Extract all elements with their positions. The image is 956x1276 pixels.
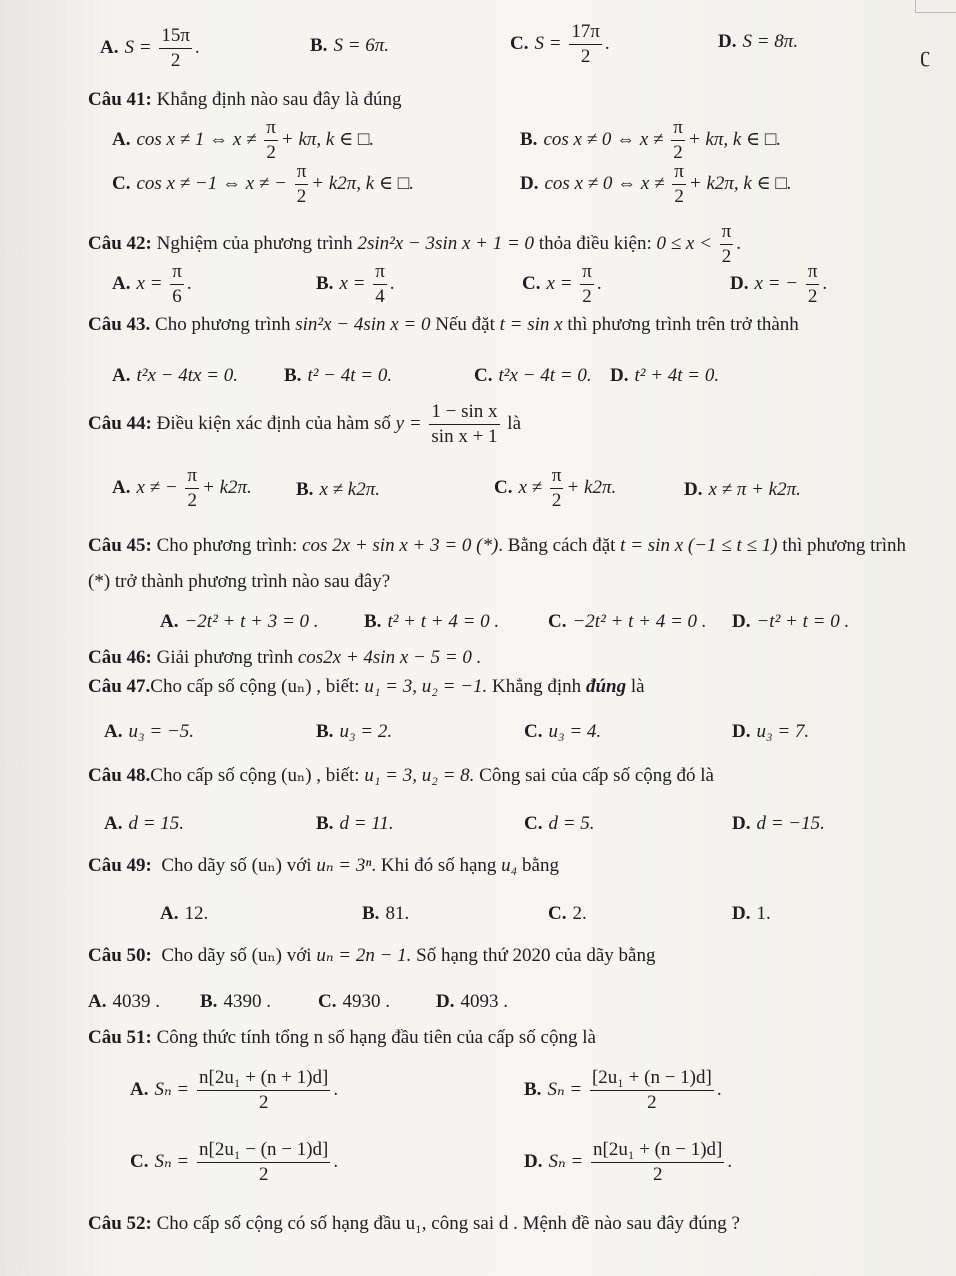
header-option-b: B. S = 6π. bbox=[310, 35, 390, 56]
q47-option-b: B. u₃ = 2. bbox=[316, 721, 393, 742]
header-option-c: C. S = $\frac{17\pi}{2}$ . bbox=[510, 21, 610, 67]
q44-option-c: C. x ≠ $\frac{\pi}{2}$ + k2π. bbox=[494, 465, 617, 511]
header-option-a: A. S = $\frac{15\pi}{2}$ . bbox=[100, 25, 200, 71]
q42-option-b: B. x = $\frac{\pi}{4}$ . bbox=[316, 261, 395, 307]
question-41-stem: Câu 41: Khẳng định nào sau đây là đúng bbox=[88, 89, 402, 110]
fraction: $\frac{\pi}{2}$ bbox=[266, 117, 276, 163]
question-45-line2: (*) trở thành phương trình nào sau đây? bbox=[88, 571, 391, 592]
q43-option-d: D. t² + 4t = 0. bbox=[610, 365, 720, 386]
q48-option-b: B. d = 11. bbox=[316, 813, 394, 834]
fraction: $\frac{\pi}{2}$ bbox=[721, 221, 732, 267]
q45-option-d: D. −t² + t = 0 . bbox=[732, 611, 850, 632]
fraction: $\frac{\text{n[2u₁ + (n + 1)d]}}{2}$ bbox=[199, 1067, 329, 1113]
q44-option-a: A. x ≠ − $\frac{\pi}{2}$ + k2π. bbox=[112, 465, 252, 511]
q41-option-d: D. cos x ≠ 0 ⇔ x ≠ $\frac{\pi}{2}$ + k2π, k ∈ □. bbox=[520, 161, 792, 207]
fraction: $\frac{15\pi}{2}$ bbox=[161, 25, 190, 71]
q43-option-b: B. t² − 4t = 0. bbox=[284, 365, 393, 386]
q50-option-a: A. 4039 . bbox=[88, 991, 160, 1012]
fraction: $\frac{\pi}{6}$ bbox=[172, 261, 182, 307]
question-48-stem: Câu 48.Cho cấp số cộng (uₙ) , biết: u₁ = 3, u₂ = 8. Công sai của cấp số cộng đó là bbox=[88, 765, 714, 786]
q51-option-b: B. Sₙ = $\frac{\text{[2u₁ + (n − 1)d]}}{2}$ . bbox=[524, 1067, 722, 1113]
fraction: $\frac{\pi}{2}$ bbox=[807, 261, 818, 307]
q51-option-a: A. Sₙ = $\frac{\text{n[2u₁ + (n + 1)d]}}{2}$ . bbox=[130, 1067, 339, 1113]
question-44-stem: Câu 44: Điều kiện xác định của hàm số y = $\frac{\text{1 − sin x}}{\text{sin x + 1}}$ là bbox=[88, 401, 522, 447]
q45-option-c: C. −2t² + t + 4 = 0 . bbox=[548, 611, 707, 632]
question-49-stem: Câu 49: Cho dãy số (uₙ) với uₙ = 3ⁿ. Khi đó số hạng u₄ bằng bbox=[88, 855, 559, 876]
fraction: $\frac{\text{1 − sin x}}{\text{sin x + 1}}$ bbox=[431, 401, 498, 447]
fraction: $\frac{\pi}{2}$ bbox=[673, 117, 683, 163]
fraction: $\frac{\text{n[2u₁ − (n − 1)d]}}{2}$ bbox=[199, 1139, 329, 1185]
q47-option-a: A. u₃ = −5. bbox=[104, 721, 194, 742]
q41-option-c: C. cos x ≠ −1 ⇔ x ≠ − $\frac{\pi}{2}$ + k2π, k ∈ □. bbox=[112, 161, 415, 207]
q44-option-b: B. x ≠ k2π. bbox=[296, 479, 380, 500]
fraction: $\frac{\pi}{2}$ bbox=[187, 465, 198, 511]
header-option-d: D. S = 8π. bbox=[718, 31, 799, 52]
question-51-stem: Câu 51: Công thức tính tổng n số hạng đầu tiên của cấp số cộng là bbox=[88, 1027, 596, 1048]
q48-option-a: A. d = 15. bbox=[104, 813, 185, 834]
question-52-stem: Câu 52: Cho cấp số cộng có số hạng đầu u₁, công sai d . Mệnh đề nào sau đây đúng ? bbox=[88, 1213, 740, 1234]
q45-option-b: B. t² + t + 4 = 0 . bbox=[364, 611, 500, 632]
q49-option-b: B. 81. bbox=[362, 903, 410, 924]
q50-option-b: B. 4390 . bbox=[200, 991, 271, 1012]
q50-option-d: D. 4093 . bbox=[436, 991, 508, 1012]
question-46-stem: Câu 46: Giải phương trình cos2x + 4sin x − 5 = 0 . bbox=[88, 647, 482, 668]
fraction: $\frac{\text{n[2u₁ + (n − 1)d]}}{2}$ bbox=[593, 1139, 723, 1185]
fraction: $\frac{\pi}{2}$ bbox=[674, 161, 684, 207]
question-50-stem: Câu 50: Cho dãy số (uₙ) với uₙ = 2n − 1. Số hạng thứ 2020 của dãy bằng bbox=[88, 945, 656, 966]
q41-option-b: B. cos x ≠ 0 ⇔ x ≠ $\frac{\pi}{2}$ + kπ, k ∈ □. bbox=[520, 117, 782, 163]
q49-option-d: D. 1. bbox=[732, 903, 771, 924]
q48-option-d: D. d = −15. bbox=[732, 813, 825, 834]
q42-option-c: C. x = $\frac{\pi}{2}$ . bbox=[522, 261, 602, 307]
q41-option-a: A. cos x ≠ 1 ⇔ x ≠ $\frac{\pi}{2}$ + kπ, k ∈ □. bbox=[112, 117, 375, 163]
q49-option-c: C. 2. bbox=[548, 903, 587, 924]
fraction: $\frac{\pi}{2}$ bbox=[582, 261, 592, 307]
fraction: $\frac{\text{[2u₁ + (n − 1)d]}}{2}$ bbox=[591, 1067, 712, 1113]
q51-option-d: D. Sₙ = $\frac{\text{n[2u₁ + (n − 1)d]}}{2}$ . bbox=[524, 1139, 733, 1185]
q47-option-d: D. u₃ = 7. bbox=[732, 721, 810, 742]
page-corner bbox=[915, 0, 956, 13]
fraction: $\frac{\pi}{2}$ bbox=[296, 161, 307, 207]
q42-option-d: D. x = − $\frac{\pi}{2}$ . bbox=[730, 261, 828, 307]
q43-option-a: A. t²x − 4tx = 0. bbox=[112, 365, 238, 386]
q42-option-a: A. x = $\frac{\pi}{6}$ . bbox=[112, 261, 192, 307]
q44-option-d: D. x ≠ π + k2π. bbox=[684, 479, 801, 500]
fraction: $\frac{\pi}{4}$ bbox=[375, 261, 385, 307]
question-42-stem: Câu 42: Nghiệm của phương trình 2sin²x − 3sin x + 1 = 0 thỏa điều kiện: 0 ≤ x < $\frac{\pi}{2}$ . bbox=[88, 221, 742, 267]
q51-option-c: C. Sₙ = $\frac{\text{n[2u₁ − (n − 1)d]}}{2}$ . bbox=[130, 1139, 339, 1185]
fraction: $\frac{\pi}{2}$ bbox=[551, 465, 562, 511]
question-45-stem: Câu 45: Cho phương trình: cos 2x + sin x + 3 = 0 (*). Bằng cách đặt t = sin x (−1 ≤ t ≤ 1) thì phương trình bbox=[88, 535, 907, 556]
q50-option-c: C. 4930 . bbox=[318, 991, 390, 1012]
q48-option-c: C. d = 5. bbox=[524, 813, 595, 834]
q45-option-a: A. −2t² + t + 3 = 0 . bbox=[160, 611, 319, 632]
fraction: $\frac{17\pi}{2}$ bbox=[571, 21, 600, 67]
q43-option-c: C. t²x − 4t = 0. bbox=[474, 365, 592, 386]
q47-option-c: C. u₃ = 4. bbox=[524, 721, 602, 742]
q49-option-a: A. 12. bbox=[160, 903, 209, 924]
question-47-stem: Câu 47.Cho cấp số cộng (uₙ) , biết: u₁ = 3, u₂ = −1. Khẳng định đúng là bbox=[88, 676, 645, 697]
margin-mark: ʗ bbox=[920, 42, 930, 67]
question-43-stem: Câu 43. Cho phương trình sin²x − 4sin x = 0 Nếu đặt t = sin x thì phương trình trên trở thành bbox=[88, 314, 799, 335]
